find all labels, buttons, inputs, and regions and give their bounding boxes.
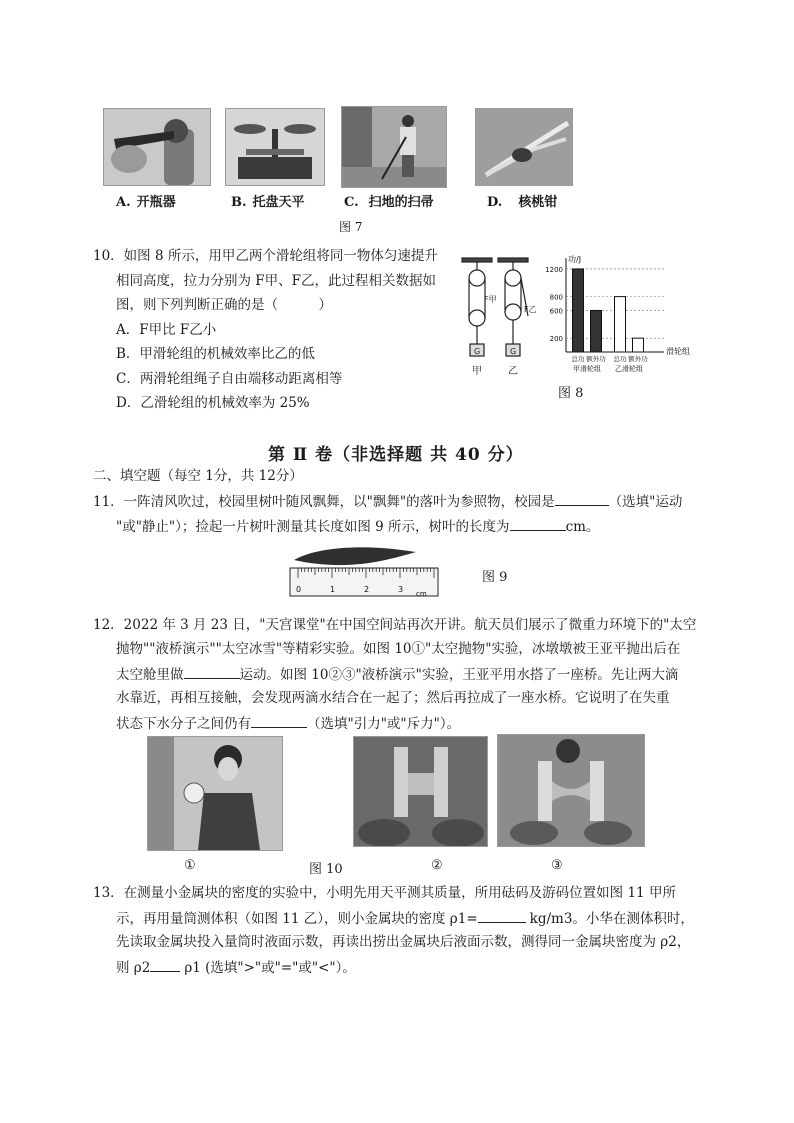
- group-label-1: 乙滑轮组: [615, 365, 643, 373]
- q12-text-4: 运动。如图 10②③"液桥演示"实验，王亚平用水搭了一座桥。先让两大滴: [239, 667, 679, 683]
- q12-blank-1[interactable]: [184, 664, 240, 679]
- q11-text-3: "或"静止"）；捡起一片树叶测量其长度如图 9 所示，树叶的长度为: [116, 519, 510, 535]
- q13-blank-1[interactable]: [478, 908, 526, 923]
- x-category-label-3: 额外功: [628, 355, 648, 363]
- force-label-left: F甲: [484, 295, 497, 304]
- option-a-label: A. 开瓶器: [116, 195, 176, 210]
- photo-broom: [341, 106, 447, 188]
- ruler-unit: cm: [416, 590, 427, 598]
- q11-text-1: 11．一阵清风吹过，校园里树叶随风飘舞，以"飘舞"的落叶为参照物，校园是: [93, 494, 555, 510]
- liquid-bridge-image-1: [354, 737, 487, 846]
- x-category-label-1: 额外功: [586, 355, 606, 363]
- y-tick-label-600: 600: [549, 307, 563, 316]
- q11-line-2: [116, 516, 599, 537]
- q11-line-1: [93, 491, 682, 512]
- broom-image: [342, 107, 446, 187]
- q10-choice-c: C．两滑轮组绳子自由端移动距离相等: [116, 371, 343, 387]
- bar-3: [633, 338, 644, 352]
- nutcracker-image: [476, 109, 572, 185]
- photo-liquid-bridge-2: [497, 734, 645, 847]
- pulley-label-right: 乙: [508, 366, 518, 377]
- movable-pulley-left: [469, 310, 485, 326]
- pulley-left-group: [462, 258, 492, 356]
- x-axis-label: 滑轮组: [666, 347, 690, 356]
- bottle-opener-image: [104, 109, 210, 185]
- figure-10-caption: 图 10: [309, 862, 343, 877]
- q12-line-4: 水靠近，再相互接触，会发现两滴水结合在一起了；然后再拉成了一座水桥。它说明了在失重: [116, 690, 670, 706]
- bar-0: [573, 269, 584, 352]
- ruler-tick-0: 0: [296, 585, 302, 594]
- option-b-label: B. 托盘天平: [231, 195, 305, 210]
- q12-text-6: 状态下水分子之间仍有: [116, 716, 251, 732]
- photo-nutcracker: [475, 108, 573, 186]
- q13-line-4: [116, 957, 356, 978]
- q12-line-1: 12．2022 年 3 月 23 日，"天宫课堂"在中国空间站再次开讲。航天员们展示了微重力环境下的"太空: [93, 617, 697, 633]
- q12-text-7: （选填"引力"或"斥力"）。: [307, 716, 461, 732]
- q12-line-3: [116, 664, 678, 685]
- ruler-tick-1: 1: [330, 585, 336, 594]
- option-c-label: C. 扫地的扫帚: [344, 195, 434, 210]
- tray-balance-image: [226, 109, 324, 185]
- weight-label-right: G: [510, 347, 517, 356]
- leaf-image: [294, 547, 416, 565]
- figure-8-caption: 图 8: [558, 386, 584, 401]
- q12-line-5: [116, 713, 460, 734]
- figure-10-label-1: ①: [184, 858, 196, 873]
- q12-line-2: 抛物""液桥演示""太空冰雪"等精彩实验。如图 10①"太空抛物"实验，冰墩墩被王亚平抛出后在: [116, 641, 681, 657]
- figure-7-caption: 图 7: [339, 220, 363, 234]
- photo-bottle-opener: [103, 108, 211, 186]
- option-d-label: D. 核桃钳: [487, 195, 558, 210]
- q10-stem-line-3: 图，则下列判断正确的是（ ）: [116, 297, 332, 313]
- photo-liquid-bridge-1: [353, 736, 488, 847]
- q13-line-1: 13．在测量小金属块的密度的实验中，小明先用天平测其质量，所用砝码及游码位置如图 11 甲所: [93, 885, 676, 901]
- q13-line-2: [116, 908, 694, 929]
- force-label-right: F乙: [524, 305, 537, 314]
- x-category-label-2: 总功: [613, 355, 627, 363]
- space-throw-image: [148, 737, 282, 850]
- q11-blank-2[interactable]: [510, 516, 566, 531]
- fixed-pulley-right: [505, 270, 521, 286]
- leaf-ruler-figure: [288, 542, 440, 598]
- section-2-heading: 二、填空题（每空 1分，共 12分）: [93, 468, 303, 484]
- ruler-tick-3: 3: [398, 585, 404, 594]
- q11-text-4: cm。: [565, 519, 600, 535]
- part-2-title: 第 Ⅱ 卷（非选择题 共 40 分）: [268, 445, 524, 465]
- figure-9-caption: 图 9: [482, 570, 508, 585]
- movable-pulley-right: [505, 304, 521, 320]
- photo-tray-balance: [225, 108, 325, 186]
- pulley-label-left: 甲: [472, 366, 482, 377]
- y-tick-label-200: 200: [549, 335, 563, 344]
- q10-stem-line-2: 相同高度，拉力分别为 F甲、F乙，此过程相关数据如: [116, 273, 437, 289]
- q10-stem-line-1: 10．如图 8 所示，用甲乙两个滑轮组将同一物体匀速提升: [93, 248, 438, 264]
- q13-text-2: 示，再用量筒测体积（如图 11 乙），则小金属块的密度 ρ1=: [116, 911, 478, 927]
- q13-text-5: 则 ρ2: [116, 960, 151, 976]
- y-tick-label-800: 800: [549, 293, 563, 302]
- bar-2: [615, 297, 626, 352]
- pulley-diagram: [456, 256, 540, 380]
- figure-10-label-3: ③: [551, 858, 563, 873]
- q10-choice-b: B．甲滑轮组的机械效率比乙的低: [116, 346, 315, 362]
- work-bar-chart: [540, 254, 696, 378]
- y-tick-label-1200: 1200: [545, 265, 563, 274]
- weight-label-left: G: [474, 347, 481, 356]
- figure-10-label-2: ②: [431, 858, 443, 873]
- y-axis-label: 功/J: [568, 255, 582, 264]
- ruler-tick-2: 2: [364, 585, 370, 594]
- photo-space-throw: [147, 736, 283, 851]
- liquid-bridge-image-2: [498, 735, 644, 846]
- q12-blank-2[interactable]: [251, 713, 307, 728]
- bar-1: [591, 310, 602, 352]
- q13-text-6: ρ1 (选填">"或"="或"<"）。: [184, 960, 356, 976]
- q12-text-3: 太空舱里做: [116, 667, 184, 683]
- q10-choice-a: A．F甲比 F乙小: [116, 322, 217, 338]
- x-category-label-0: 总功: [571, 355, 585, 363]
- q13-blank-2[interactable]: [150, 957, 180, 972]
- q13-text-3: kg/m3。小华在测体积时，: [529, 911, 694, 927]
- q11-text-2: （选填"运动: [608, 494, 683, 510]
- q11-blank-1[interactable]: [555, 491, 609, 506]
- fixed-pulley-left: [469, 270, 485, 286]
- q10-choice-d: D．乙滑轮组的机械效率为 25%: [116, 395, 310, 411]
- group-label-0: 甲滑轮组: [573, 365, 601, 373]
- q13-line-3: 先读取金属块投入量筒时液面示数，再读出捞出金属块后液面示数，测得同一金属块密度为 ρ2，: [116, 934, 691, 950]
